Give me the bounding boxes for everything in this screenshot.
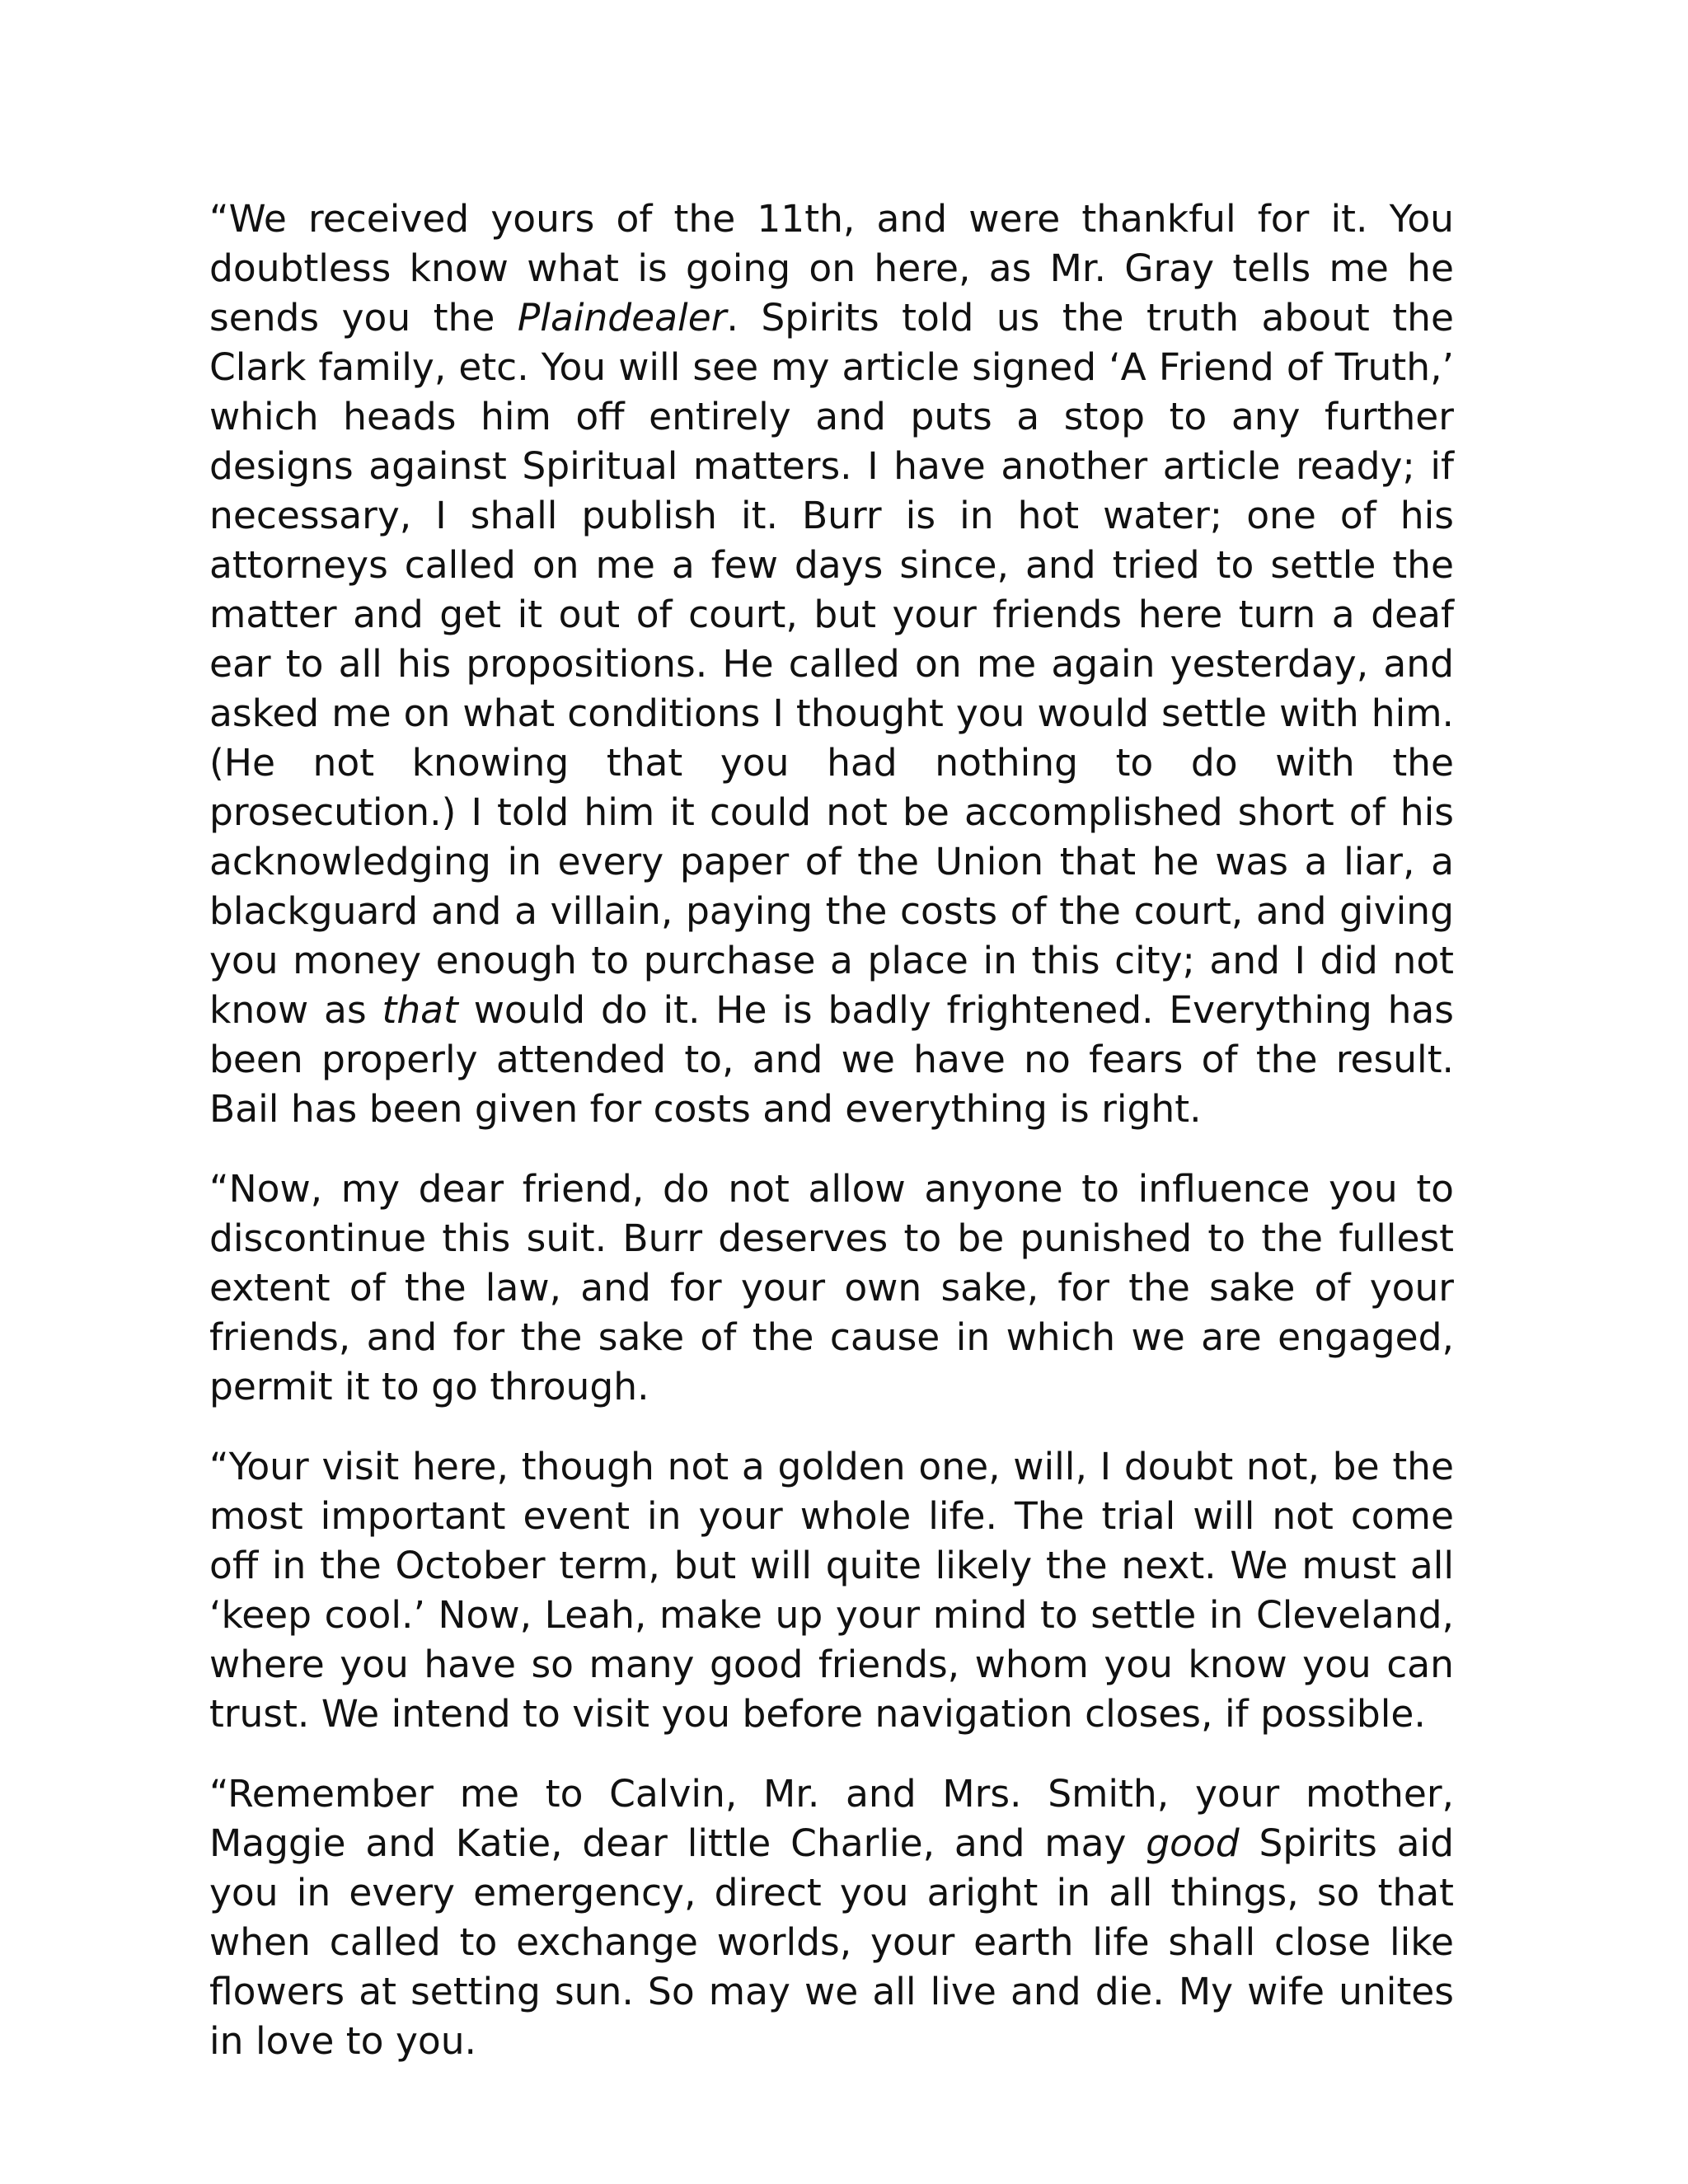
letter-paragraph-1 [209, 194, 1454, 1134]
text-run: . Spirits told us the truth about the Clark family, etc. You will see my article signed ‘A Friend of Truth,’ which heads him off entirely and puts a stop to any further designs against Spiritual matters. I have another article ready; if necessary, I shall publish it. Burr is in hot water; one of his attorneys called on me a few days since, and tried to settle the matter and get it out of court, but your friends here turn a deaf ear to all his propositions. He called on me again yesterday, and asked me on what conditions I thought you would settle with him. (He not knowing that you had nothing to do with the prosecution.) I told him it could not be accomplished short of his acknowledging in every paper of the Union that he was a liar, a blackguard and a villain, paying the costs of the court, and giving you money enough to purchase a place in this city; and I did not know as [209, 296, 1454, 1032]
text-run: “Remember me to Calvin, Mr. and Mrs. Smith, your mother, Maggie and Katie, dear little Charlie, and may [209, 1772, 1454, 1865]
text-run: would do it. He is badly frightened. Everything has been properly attended to, and we have no fears of the result. Bail has been given for costs and everything is right. [209, 988, 1454, 1131]
letter-body [209, 194, 1454, 2066]
emphasis-text: that [382, 988, 458, 1032]
newspaper-title: Plaindealer [517, 296, 727, 340]
letter-paragraph-3 [209, 1442, 1454, 1739]
text-run: Spirits aid you in every emergency, direct you aright in all things, so that when called to exchange worlds, your earth life shall close like flowers at setting sun. So may we all live and die. My wife unites in love to you. [209, 1821, 1454, 2063]
letter-paragraph-2 [209, 1165, 1454, 1412]
text-run: “Now, my dear friend, do not allow anyone to influence you to discontinue this suit. Burr deserves to be punished to the fullest extent of the law, and for your own sake, for the sake of your friends, and for the sake of the cause in which we are engaged, permit it to go through. [209, 1167, 1454, 1408]
text-run: “Your visit here, though not a golden one, will, I doubt not, be the most important event in your whole life. The trial will not come off in the October term, but will quite likely the next. We must all ‘keep cool.’ Now, Leah, make up your mind to settle in Cleveland, where you have so many good friends, whom you know you can trust. We intend to visit you before navigation closes, if possible. [209, 1445, 1454, 1736]
emphasis-text: good [1146, 1821, 1240, 1865]
letter-paragraph-4 [209, 1769, 1454, 2066]
text-run: “We received yours of the 11th, and were thankful for it. You doubtless know what is going on here, as Mr. Gray tells me he sends you the [209, 197, 1454, 340]
